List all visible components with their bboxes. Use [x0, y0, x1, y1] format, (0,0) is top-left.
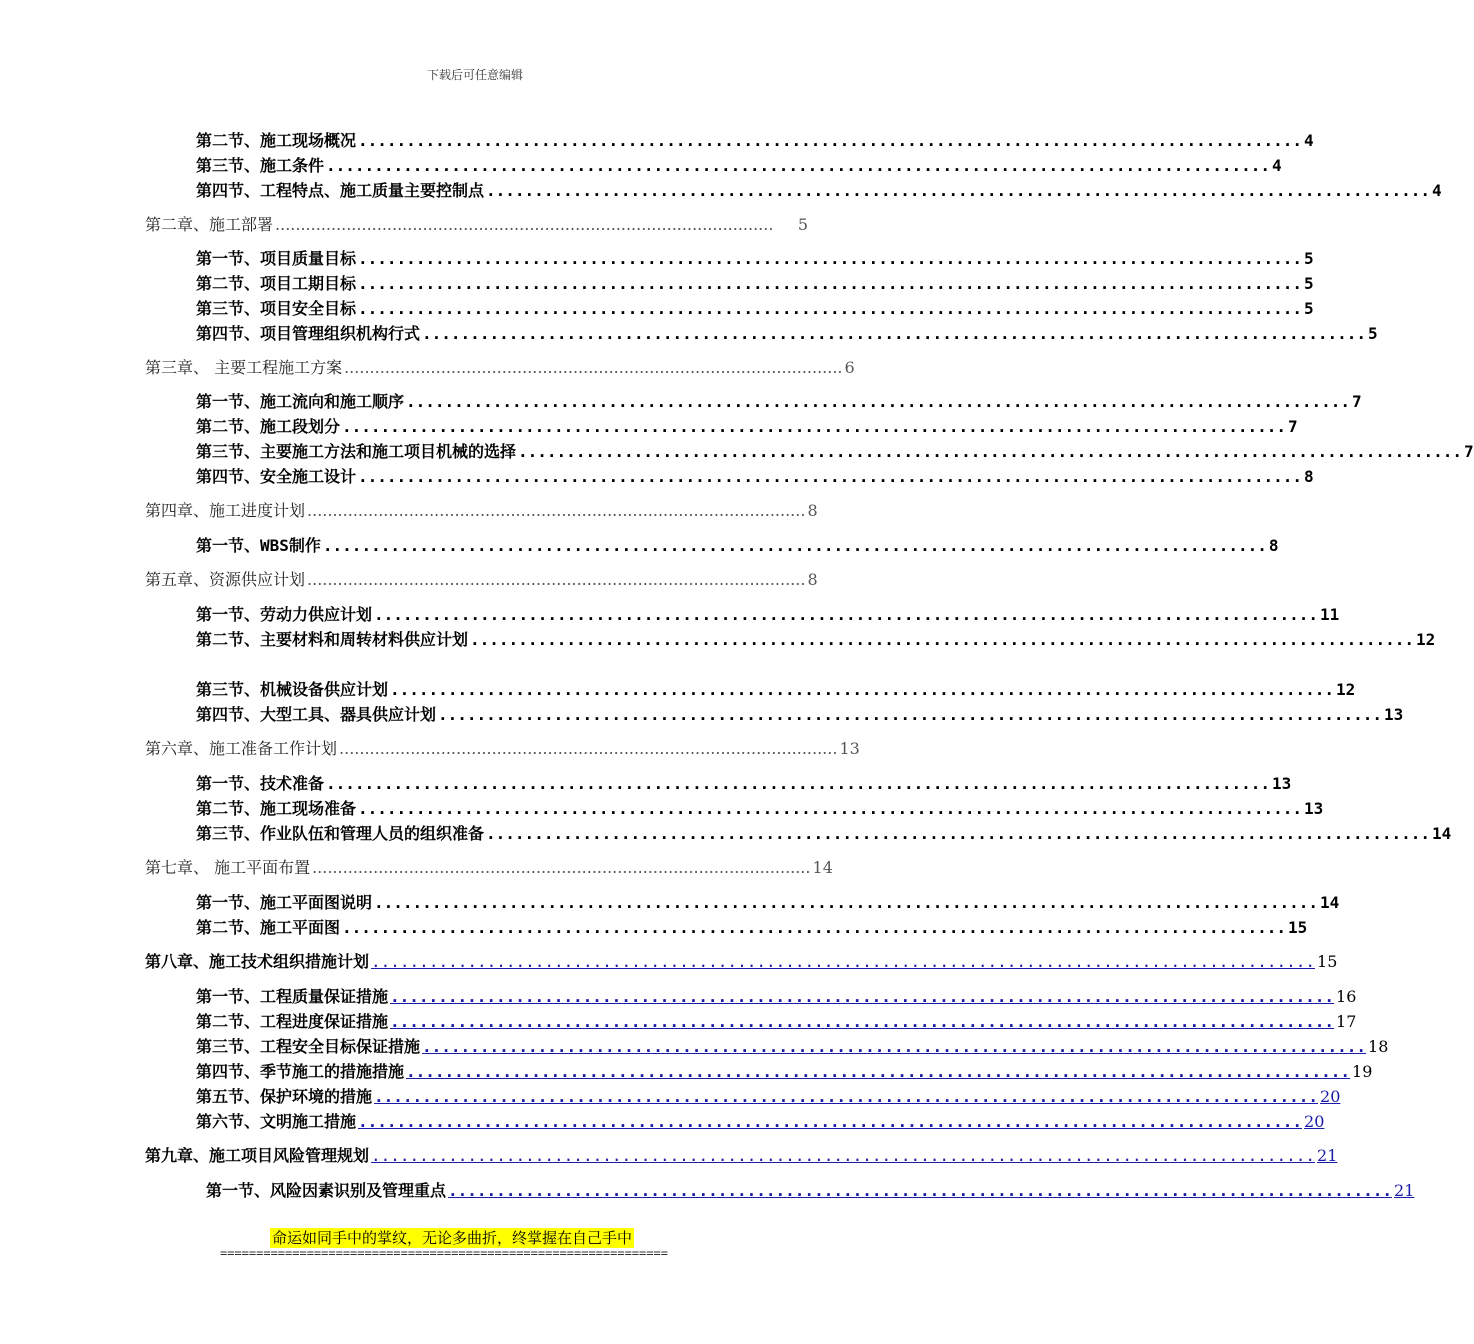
- toc-leader: ..................................................................................................: [374, 893, 1319, 912]
- toc-page: 14: [1320, 893, 1340, 912]
- toc-entry[interactable]: [196, 464, 1314, 487]
- toc-page: 21: [1394, 1181, 1415, 1200]
- toc-page: 18: [1368, 1037, 1389, 1056]
- toc-entry-link[interactable]: [145, 949, 1338, 972]
- toc-title: 第四节、项目管理组织机构行式: [196, 324, 421, 343]
- toc-leader: ..................................................................................................: [374, 1087, 1319, 1106]
- toc-entry[interactable]: [196, 890, 1340, 913]
- toc-entry[interactable]: [196, 246, 1314, 269]
- toc-title: 第八章、施工技术组织措施计划: [145, 952, 370, 971]
- toc-title: 第六节、文明施工措施: [196, 1112, 357, 1131]
- toc-title: 第二章、施工部署: [145, 215, 274, 234]
- toc-page: 7: [1464, 442, 1474, 461]
- toc-entry[interactable]: [145, 567, 818, 590]
- toc-leader: ..................................................................................................: [358, 1112, 1303, 1131]
- toc-leader: ..................................................................................................: [344, 358, 843, 377]
- toc-page: 8: [807, 501, 818, 520]
- toc-title: 第三章、 主要工程施工方案: [145, 358, 343, 377]
- toc-leader: ..................................................................................................: [438, 705, 1383, 724]
- toc-entry[interactable]: [196, 296, 1314, 319]
- toc-leader: ..................................................................................................: [390, 680, 1335, 699]
- toc-title: 第一节、WBS制作: [196, 536, 321, 555]
- toc-page: 6: [844, 358, 855, 377]
- toc-entry-link[interactable]: [196, 1084, 1341, 1107]
- toc-entry-link[interactable]: [196, 984, 1357, 1007]
- toc-title: 第四节、安全施工设计: [196, 467, 357, 486]
- toc-entry-link[interactable]: [145, 1143, 1338, 1166]
- toc-page: 13: [1384, 705, 1404, 724]
- toc-title: 第三节、机械设备供应计划: [196, 680, 389, 699]
- toc-leader: ..................................................................................................: [275, 215, 774, 234]
- toc-page: 5: [1304, 274, 1314, 293]
- toc-leader: ..................................................................................................: [448, 1181, 1393, 1200]
- toc-leader: ..................................................................................................: [358, 467, 1303, 486]
- toc-title: 第三节、主要施工方法和施工项目机械的选择: [196, 442, 517, 461]
- toc-leader: ..................................................................................................: [322, 536, 1267, 555]
- toc-entry[interactable]: [145, 736, 860, 759]
- toc-entry[interactable]: [196, 627, 1436, 650]
- toc-leader: ..................................................................................................: [358, 131, 1303, 150]
- toc-page: 16: [1336, 987, 1357, 1006]
- toc-page: 15: [1317, 952, 1338, 971]
- toc-page: 13: [1272, 774, 1292, 793]
- toc-page: 5: [1368, 324, 1378, 343]
- toc-page: 8: [1304, 467, 1314, 486]
- toc-title: 第二节、施工段划分: [196, 417, 341, 436]
- toc-leader: ..................................................................................................: [390, 1012, 1335, 1031]
- toc-title: 第三节、项目安全目标: [196, 299, 357, 318]
- toc-page: 7: [1352, 392, 1362, 411]
- toc-page: 13: [839, 739, 860, 758]
- toc-entry[interactable]: [196, 321, 1378, 344]
- toc-leader: ..................................................................................................: [486, 181, 1431, 200]
- toc-page: 17: [1336, 1012, 1357, 1031]
- toc-page: 12: [1416, 630, 1436, 649]
- toc-leader: ..................................................................................................: [342, 417, 1287, 436]
- toc-leader: ..................................................................................................: [470, 630, 1415, 649]
- toc-title: 第五节、保护环境的措施: [196, 1087, 373, 1106]
- toc-title: 第一节、劳动力供应计划: [196, 605, 373, 624]
- toc-title: 第三节、工程安全目标保证措施: [196, 1037, 421, 1056]
- toc-page: 8: [807, 570, 818, 589]
- toc-entry[interactable]: [196, 128, 1314, 151]
- toc-title: 第九章、施工项目风险管理规划: [145, 1146, 370, 1165]
- toc-title: 第一节、技术准备: [196, 774, 325, 793]
- toc-entry-link[interactable]: [196, 1034, 1389, 1057]
- toc-entry[interactable]: [145, 498, 818, 521]
- toc-page: 5: [797, 215, 808, 234]
- toc-entry[interactable]: [196, 439, 1474, 462]
- toc-page: 14: [1432, 824, 1452, 843]
- toc-page: 4: [1304, 131, 1314, 150]
- toc-entry-link[interactable]: [196, 1059, 1373, 1082]
- toc-entry[interactable]: [196, 702, 1404, 725]
- toc-page: 20: [1304, 1112, 1325, 1131]
- toc-title: 第七章、 施工平面布置: [145, 858, 311, 877]
- toc-leader: ..................................................................................................: [406, 392, 1351, 411]
- toc-title: 第一节、项目质量目标: [196, 249, 357, 268]
- toc-leader: ..................................................................................................: [312, 858, 811, 877]
- toc-title: 第六章、施工准备工作计划: [145, 739, 338, 758]
- toc-entry[interactable]: [196, 389, 1362, 412]
- page-header: 下载后可任意编辑: [426, 68, 523, 82]
- toc-entry[interactable]: [196, 533, 1279, 556]
- toc-leader: ..................................................................................................: [406, 1062, 1351, 1081]
- toc-entry[interactable]: [196, 153, 1282, 176]
- toc-leader: ..................................................................................................: [358, 299, 1303, 318]
- toc-title: 第四节、大型工具、器具供应计划: [196, 705, 437, 724]
- toc-title: 第二节、工程进度保证措施: [196, 1012, 389, 1031]
- toc-leader: ..................................................................................................: [326, 156, 1271, 175]
- toc-entry[interactable]: [196, 271, 1314, 294]
- toc-entry[interactable]: [196, 178, 1442, 201]
- toc-entry[interactable]: [196, 915, 1308, 938]
- toc-leader: ..................................................................................................: [326, 774, 1271, 793]
- toc-leader: ..................................................................................................: [342, 918, 1287, 937]
- toc-page: 4: [1432, 181, 1442, 200]
- toc-leader: ..................................................................................................: [358, 799, 1303, 818]
- toc-leader: ..................................................................................................: [358, 274, 1303, 293]
- toc-page: 21: [1317, 1146, 1338, 1165]
- toc-title: 第二节、施工平面图: [196, 918, 341, 937]
- toc-entry-link[interactable]: [196, 1009, 1357, 1032]
- toc-title: 第一节、施工平面图说明: [196, 893, 373, 912]
- toc-page: 5: [1304, 249, 1314, 268]
- toc-leader: ..................................................................................................: [486, 824, 1431, 843]
- toc-entry[interactable]: [196, 796, 1324, 819]
- footer-motto: 命运如同手中的掌纹，无论多曲折，终掌握在自己手中: [272, 1229, 633, 1247]
- toc-title: 第一节、施工流向和施工顺序: [196, 392, 405, 411]
- toc-leader: ..................................................................................................: [390, 987, 1335, 1006]
- toc-entry[interactable]: [145, 212, 808, 235]
- toc-page: 11: [1320, 605, 1340, 624]
- toc-title: 第二节、项目工期目标: [196, 274, 357, 293]
- toc-page: 5: [1304, 299, 1314, 318]
- toc-page: 14: [812, 858, 833, 877]
- toc-title: 第二节、施工现场准备: [196, 799, 357, 818]
- toc-entry[interactable]: [196, 677, 1356, 700]
- toc-title: 第二节、施工现场概况: [196, 131, 357, 150]
- toc-title: 第三节、施工条件: [196, 156, 325, 175]
- toc-leader: ..................................................................................................: [371, 1146, 1316, 1165]
- toc-page: 4: [1272, 156, 1282, 175]
- toc-title: 第二节、主要材料和周转材料供应计划: [196, 630, 469, 649]
- toc-entry-link[interactable]: [206, 1178, 1415, 1201]
- toc-leader: ..................................................................................................: [422, 1037, 1367, 1056]
- toc-title: 第四节、季节施工的措施措施: [196, 1062, 405, 1081]
- toc-page: 12: [1336, 680, 1356, 699]
- toc-leader: ..................................................................................................: [339, 739, 838, 758]
- toc-entry[interactable]: [196, 602, 1340, 625]
- toc-page: 15: [1288, 918, 1308, 937]
- toc-entry[interactable]: [145, 855, 833, 878]
- toc-entry[interactable]: [196, 414, 1298, 437]
- toc-title: 第四节、工程特点、施工质量主要控制点: [196, 181, 485, 200]
- toc-entry[interactable]: [196, 821, 1452, 844]
- toc-title: 第三节、作业队伍和管理人员的组织准备: [196, 824, 485, 843]
- toc-title: 第五章、资源供应计划: [145, 570, 306, 589]
- toc-page: 8: [1268, 536, 1279, 555]
- toc-entry[interactable]: [196, 771, 1292, 794]
- toc-leader: ..................................................................................................: [371, 952, 1316, 971]
- toc-entry-link[interactable]: [196, 1109, 1325, 1132]
- toc-title: 第一节、风险因素识别及管理重点: [206, 1181, 447, 1200]
- toc-title: 第一节、工程质量保证措施: [196, 987, 389, 1006]
- toc-leader: ..................................................................................................: [358, 249, 1303, 268]
- toc-leader: ..................................................................................................: [518, 442, 1463, 461]
- toc-page: 7: [1288, 417, 1298, 436]
- toc-leader: ..................................................................................................: [307, 501, 806, 520]
- toc-page: 13: [1304, 799, 1324, 818]
- toc-page: 20: [1320, 1087, 1341, 1106]
- toc-page: 19: [1352, 1062, 1373, 1081]
- toc-leader: ..................................................................................................: [374, 605, 1319, 624]
- toc-title: 第四章、施工进度计划: [145, 501, 306, 520]
- footer-rule: ==============================================================: [220, 1246, 668, 1260]
- toc-leader: ..................................................................................................: [422, 324, 1367, 343]
- toc-entry[interactable]: [145, 355, 855, 378]
- toc-leader: ..................................................................................................: [307, 570, 806, 589]
